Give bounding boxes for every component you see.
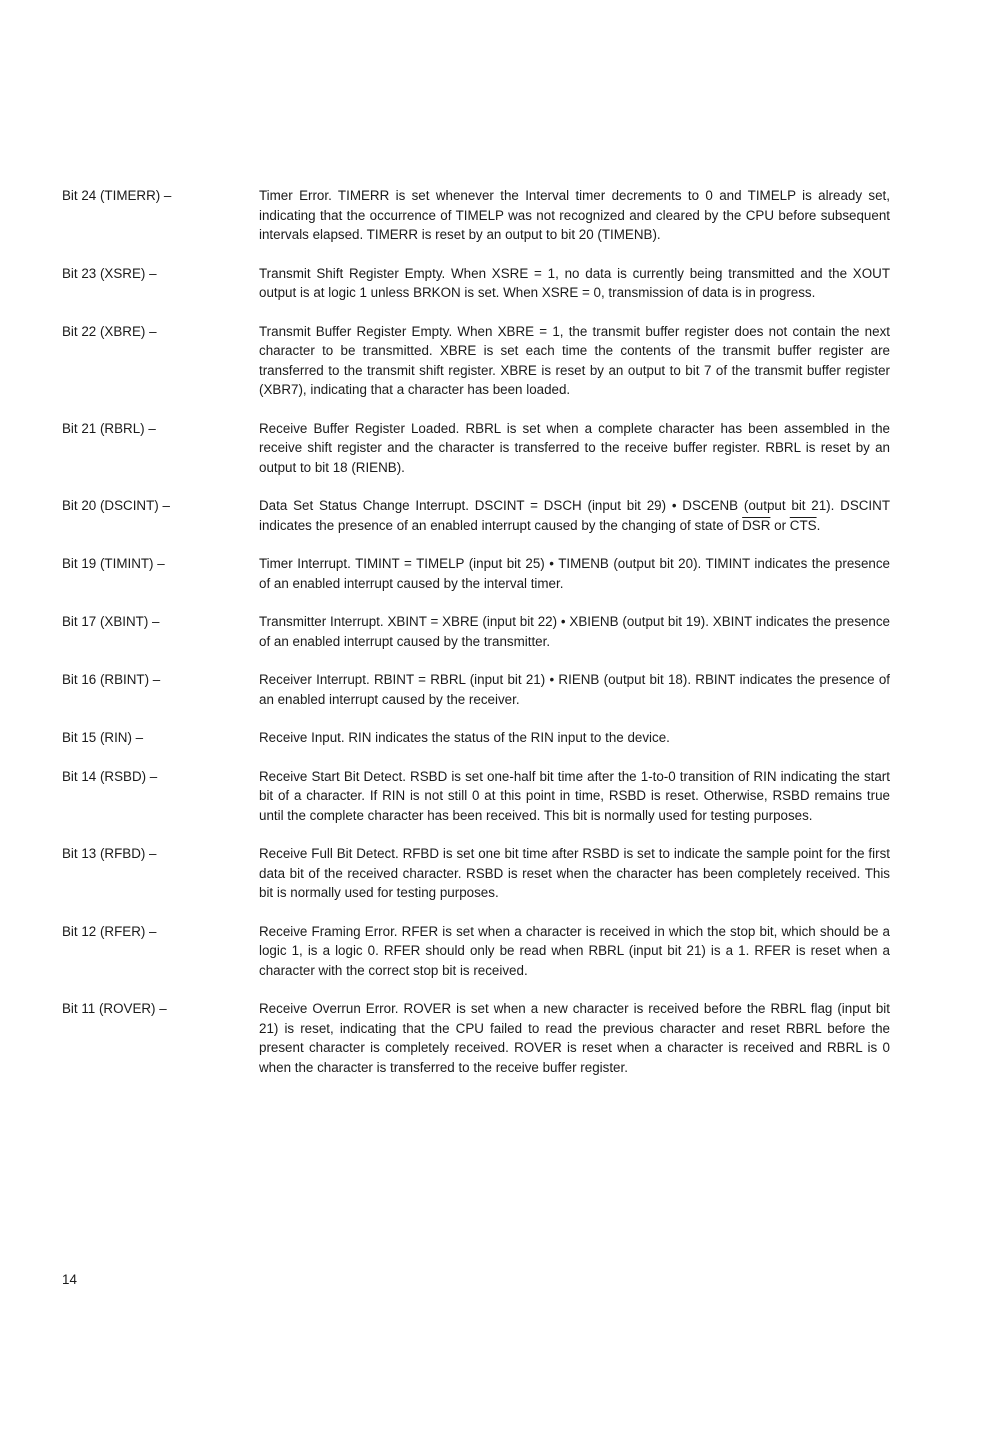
dsr-signal-overbar: $\overline{DSR}$ [742,517,771,533]
cts-signal-overbar: $\overline{CTS}$ [789,517,817,533]
entry-label: Bit 23 (XSRE) – [62,265,157,281]
entry-bit-19 [62,554,892,593]
entry-description [259,496,890,535]
entry-label: Bit 14 (RSBD) – [62,768,158,784]
entry-description: Transmit Shift Register Empty. When XSRE = 1, no data is currently being transmitted and the XOUT output is at logic 1 unless BRKON is set. When XSRE = 0, transmission of data is in progress. [259,265,890,300]
entry-bit-13 [62,844,892,903]
entry-description: Receive Buffer Register Loaded. RBRL is set when a complete character has been assembled in the receive shift register and the character is transferred to the receive buffer register. RBRL is reset by an output to bit 18 (RIENB). [259,420,890,475]
entry-bit-14 [62,767,892,826]
entry-bit-15 [62,728,892,748]
entry-bit-17 [62,612,892,651]
description-text: Data Set Status Change Interrupt. DSCINT = DSCH (input bit 29) • DSCENB (output bit 21). DSCINT indicates the presence of an enabled interrupt caused by the changing of state of [259,498,890,533]
entry-description: Receive Full Bit Detect. RFBD is set one bit time after RSBD is set to indicate the sample point for the first data bit of the received character. RSBD is reset when the character has been completely received. This bit is normally used for testing purposes. [259,846,890,900]
entry-bit-21 [62,419,892,478]
entry-bit-20 [62,496,892,535]
entry-description: Receive Overrun Error. ROVER is set when a new character is received before the RBRL flag (input bit 21) is reset, indicating that the CPU failed to read the previous character and reset RBRL before the present character is completely received. ROVER is reset when a character is received and RBRL is 0 when the character is transferred to the receive buffer register. [259,1001,890,1075]
entry-label: Bit 19 (TIMINT) – [62,556,165,571]
entry-label: Bit 11 (ROVER) – [62,1001,167,1016]
entry-description: Transmit Buffer Register Empty. When XBRE = 1, the transmit buffer register does not contain the next character to be transmitted. XBRE is set each time the contents of the transmit buffer register are transferred to the transmit shift register. XBRE is reset by an output to bit 7 of the transmit buffer register (XBR7), indicating that a character has been loaded. [259,323,890,397]
entry-description: Receive Input. RIN indicates the status of the RIN input to the device. [259,730,670,745]
page-number: 14 [62,1272,77,1287]
entry-bit-12 [62,922,892,981]
entry-label: Bit 13 (RFBD) – [62,846,157,861]
entry-bit-16 [62,670,892,709]
entry-bit-22 [62,322,892,400]
entry-bit-23 [62,264,892,303]
entry-label: Bit 15 (RIN) – [62,730,144,745]
entry-description: Timer Interrupt. TIMINT = TIMELP (input bit 25) • TIMENB (output bit 20). TIMINT indicates the presence of an enabled interrupt caused by the interval timer. [259,556,890,591]
entry-label: Bit 12 (RFER) – [62,923,157,939]
entry-description: Receive Start Bit Detect. RSBD is set one-half bit time after the 1-to-0 transition of RIN indicating the start bit of a character. If RIN is not still 0 at this point in time, RSBD is reset. Otherwise, RSBD remains true until the complete character has been received. This bit is normally used for testing purposes. [259,768,890,823]
entry-description: Timer Error. TIMERR is set whenever the Interval timer decrements to 0 and TIMELP is already set, indicating that the occurrence of TIMELP was not recognized and cleared by the CPU before subsequent intervals elapsed. TIMERR is reset by an output to bit 20 (TIMENB). [259,188,890,242]
entry-description: Receive Framing Error. RFER is set when a character is received in which the stop bit, which should be a logic 1, is a logic 0. RFER should only be read when RBRL (input bit 21) is a 1. RFER is reset when a character with the correct stop bit is received. [259,923,890,978]
entry-label: Bit 20 (DSCINT) – [62,498,170,513]
entry-label: Bit 17 (XBINT) – [62,614,160,629]
entry-bit-24 [62,186,892,245]
entry-description: Receiver Interrupt. RBINT = RBRL (input bit 21) • RIENB (output bit 18). RBINT indicates the presence of an enabled interrupt caused by the receiver. [259,672,890,707]
entry-label: Bit 21 (RBRL) – [62,420,156,436]
entry-label: Bit 24 (TIMERR) – [62,188,172,203]
bit-definition-list [62,186,892,1096]
entry-description: Transmitter Interrupt. XBINT = XBRE (input bit 22) • XBIENB (output bit 19). XBINT indicates the presence of an enabled interrupt caused by the transmitter. [259,614,890,649]
description-text: . [816,517,821,533]
entry-label: Bit 22 (XBRE) – [62,323,157,339]
entry-label: Bit 16 (RBINT) – [62,672,161,687]
entry-bit-11 [62,999,892,1077]
description-text: or [770,517,790,533]
